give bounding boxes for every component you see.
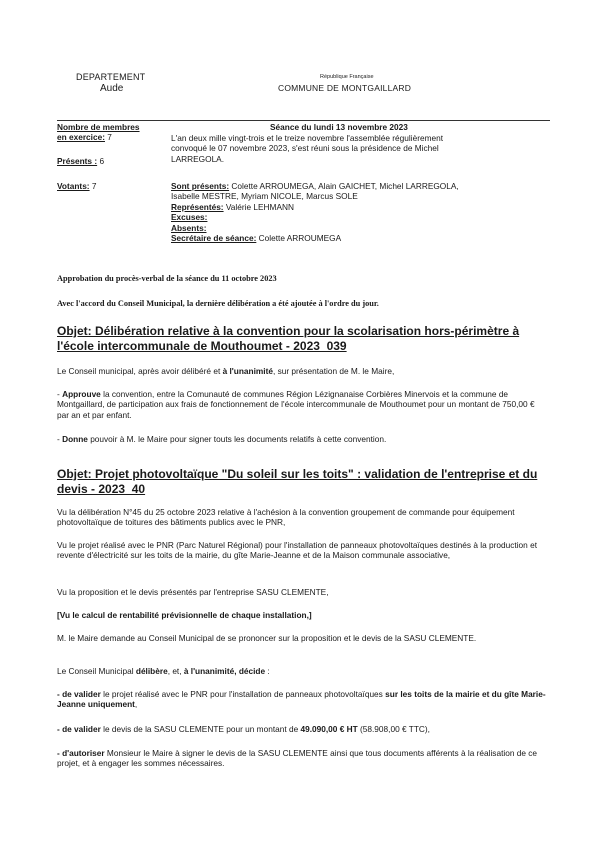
objet2-paragraph-4: [Vu le calcul de rentabilité prévisionnelle de chaque installation,] — [57, 610, 312, 620]
republique-label: République Française — [320, 74, 374, 80]
objet1-paragraph-3: - Donne pouvoir à M. le Maire pour signer touts les documents relatifs à cette convention. — [57, 434, 387, 444]
approbation-line: Approbation du procès-verbal de la séance du 11 octobre 2023 — [57, 274, 277, 283]
objet2-paragraph-6: Le Conseil Municipal délibère, et, à l'unanimité, décide : — [57, 666, 270, 676]
objet2-paragraph-1: Vu la délibération N°45 du 25 octobre 2023 relative à l'achésion à la convention groupement de commande pour équipement photovoltaïque de toitures des bâtiments publics avec le PNR, — [57, 507, 515, 528]
departement-label: DEPARTEMENT — [76, 72, 146, 82]
objet2-paragraph-2: Vu le projet réalisé avec le PNR (Parc Naturel Régional) pour l'installation de panneaux photovoltaïques destinés à la production et revente d'électricité sur les toits de la mairie, du gîte Marie-Jeanne et de la Maison communale associative, — [57, 540, 538, 561]
objet2-paragraph-7: - de valider le projet réalisé avec le PNR pour l'installation de panneaux photovoltaïques sur les toits de la mairie et du gîte Marie-Jeanne uniquement, — [57, 689, 546, 710]
objet2-paragraph-5: M. le Maire demande au Conseil Municipal de se prononcer sur la proposition et le devis de la SASU CLEMENTE. — [57, 633, 477, 643]
membres-label: Nombre de membres en exercice: 7 — [57, 122, 140, 143]
header-divider — [57, 120, 550, 121]
votants-count: Votants: 7 — [57, 181, 97, 191]
objet2-paragraph-8: - de valider le devis de la SASU CLEMENTE pour un montant de 49.090,00 € HT (58.908,00 € TTC), — [57, 724, 430, 734]
objet1-paragraph-1: Le Conseil municipal, après avoir délibéré et à l'unanimité, sur présentation de M. le Maire, — [57, 366, 395, 376]
objet2-paragraph-3: Vu la proposition et le devis présentés par l'entreprise SASU CLEMENTE, — [57, 587, 329, 597]
objet1-paragraph-2: - Approuve la convention, entre la Comunauté de communes Région Lézignanaise Corbières Minervois et la commune de Montgaillard, de participation aux frais de fonctionnement de l'école intercommunale de Mouthoumet pour un montant de 750,00 € par an et par enfant. — [57, 389, 535, 420]
objet2-paragraph-9: - d'autoriser Monsieur le Maire à signer le devis de la SASU CLEMENTE ainsi que tous documents afférents à la réalisation de ce projet, et à engager les sommes nécessaires. — [57, 748, 538, 769]
presents-count: Présents : 6 — [57, 156, 105, 166]
objet1-title: Objet: Délibération relative à la convention pour la scolarisation hors-périmètre à l'école intercommunale de Mouthoumet - 2023_039 — [57, 324, 520, 353]
accord-line: Avec l'accord du Conseil Municipal, la dernière délibération a été ajoutée à l'ordre du jour. — [57, 299, 379, 308]
seance-title: Séance du lundi 13 novembre 2023 — [270, 122, 408, 132]
seance-intro: L'an deux mille vingt-trois et le treize novembre l'assemblée régulièrement convoqué le 07 novembre 2023, s'est réuni sous la présidence de Michel LARREGOLA. — [171, 133, 444, 164]
departement-name: Aude — [100, 83, 124, 94]
attendance-block: Sont présents: Colette ARROUMEGA, Alain GAICHET, Michel LARREGOLA, Isabelle MESTRE, Myriam NICOLE, Marcus SOLE Représentés: Valérie LEHMANN Excuses: Absents: Secrétaire de séance: Colette ARROUMEGA — [171, 181, 459, 244]
commune-name: COMMUNE DE MONTGAILLARD — [278, 83, 412, 93]
objet2-title: Objet: Projet photovoltaïque "Du soleil sur les toits" : validation de l'entreprise et du devis - 2023_40 — [57, 467, 538, 496]
